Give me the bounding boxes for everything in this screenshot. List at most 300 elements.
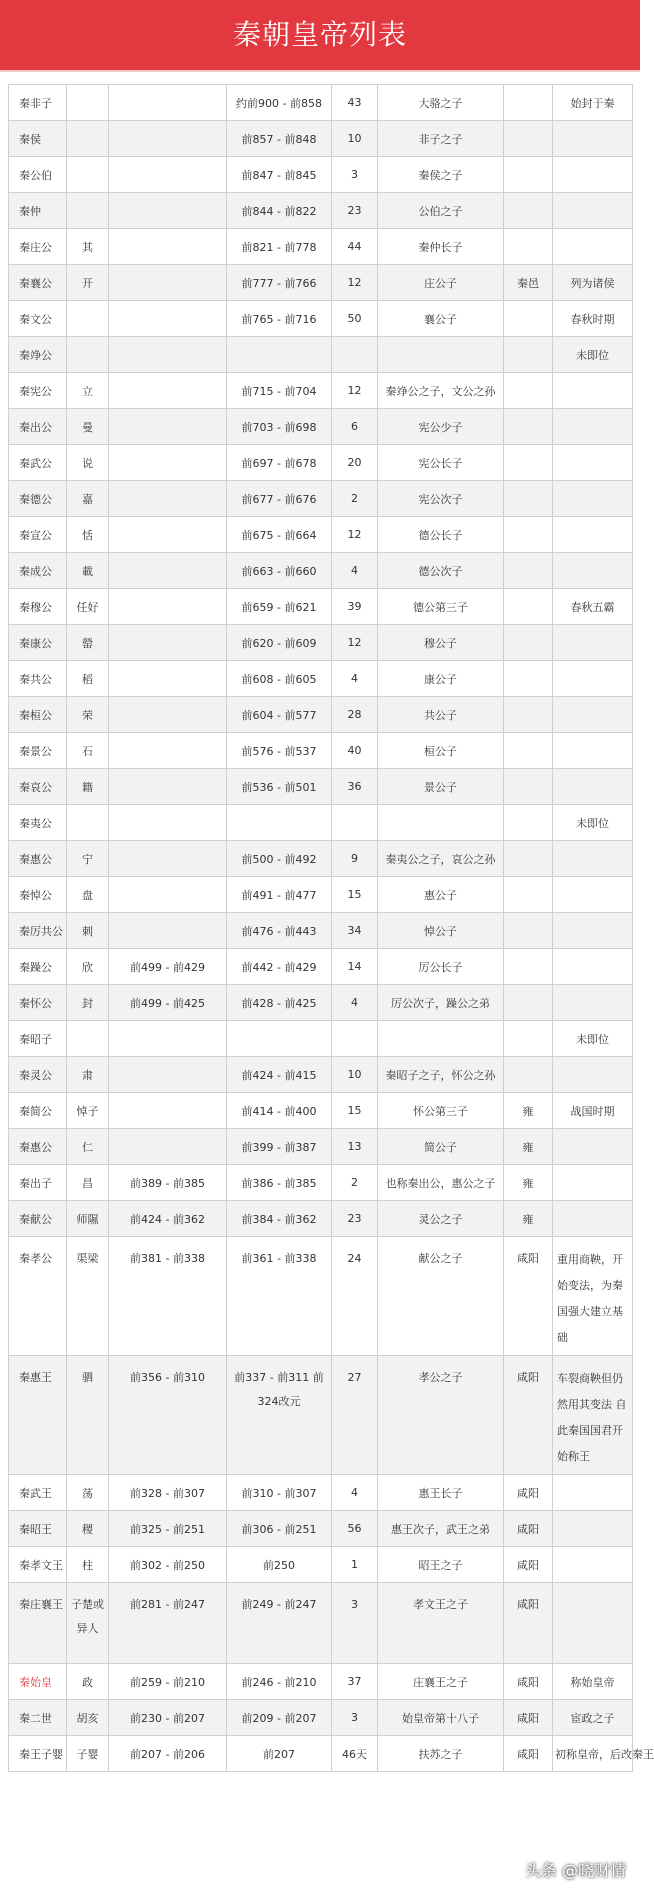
cell-reign-length: 3 [332, 157, 378, 193]
cell-ruler-name: 秦仲 [9, 193, 67, 229]
cell-reign-length: 3 [332, 1700, 378, 1736]
cell-capital [504, 445, 553, 481]
table-row [9, 1583, 633, 1664]
cell-ruler-name: 秦公伯 [9, 157, 67, 193]
cell-capital [504, 949, 553, 985]
cell-personal-name: 封 [67, 985, 109, 1021]
cell-life-span [109, 877, 227, 913]
cell-lineage: 惠公子 [378, 877, 504, 913]
cell-reign-years: 前677 - 前676 [227, 481, 332, 517]
cell-personal-name: 昌 [67, 1165, 109, 1201]
cell-reign-length: 39 [332, 589, 378, 625]
cell-life-span [109, 481, 227, 517]
cell-capital [504, 589, 553, 625]
cell-lineage: 公伯之子 [378, 193, 504, 229]
cell-reign-length: 12 [332, 517, 378, 553]
cell-remark: 战国时期 [553, 1093, 633, 1129]
emperor-table-container [8, 84, 654, 1772]
cell-life-span: 前389 - 前385 [109, 1165, 227, 1201]
cell-life-span: 前281 - 前247 [109, 1583, 227, 1664]
cell-reign-years: 前857 - 前848 [227, 121, 332, 157]
cell-capital [504, 1021, 553, 1057]
cell-reign-years: 前659 - 前621 [227, 589, 332, 625]
cell-personal-name: 肃 [67, 1057, 109, 1093]
cell-remark: 未即位 [553, 337, 633, 373]
cell-life-span [109, 553, 227, 589]
cell-personal-name: 说 [67, 445, 109, 481]
cell-capital [504, 157, 553, 193]
table-row [9, 913, 633, 949]
cell-life-span: 前499 - 前429 [109, 949, 227, 985]
cell-lineage: 庄襄王之子 [378, 1664, 504, 1700]
cell-reign-length: 24 [332, 1237, 378, 1356]
cell-reign-years: 前337 - 前311 前324改元 [227, 1356, 332, 1475]
table-row [9, 553, 633, 589]
cell-capital [504, 85, 553, 121]
cell-remark [553, 1057, 633, 1093]
cell-ruler-name: 秦悼公 [9, 877, 67, 913]
table-row [9, 625, 633, 661]
cell-personal-name: 載 [67, 553, 109, 589]
cell-ruler-name: 秦孝公 [9, 1237, 67, 1356]
table-row [9, 1736, 633, 1772]
cell-life-span [109, 661, 227, 697]
cell-reign-years: 约前900 - 前858 [227, 85, 332, 121]
cell-personal-name: 政 [67, 1664, 109, 1700]
cell-ruler-name: 秦献公 [9, 1201, 67, 1237]
cell-ruler-name: 秦始皇 [9, 1664, 67, 1700]
cell-reign-years: 前847 - 前845 [227, 157, 332, 193]
cell-reign-years: 前424 - 前415 [227, 1057, 332, 1093]
cell-personal-name [67, 1021, 109, 1057]
table-row [9, 121, 633, 157]
cell-capital: 咸阳 [504, 1511, 553, 1547]
cell-life-span [109, 697, 227, 733]
cell-life-span [109, 589, 227, 625]
cell-reign-years: 前663 - 前660 [227, 553, 332, 589]
cell-personal-name: 刺 [67, 913, 109, 949]
cell-remark: 始封于秦 [553, 85, 633, 121]
cell-life-span [109, 337, 227, 373]
table-row [9, 1093, 633, 1129]
cell-lineage: 德公长子 [378, 517, 504, 553]
cell-reign-length: 36 [332, 769, 378, 805]
cell-ruler-name: 秦宣公 [9, 517, 67, 553]
cell-personal-name: 欣 [67, 949, 109, 985]
cell-reign-years: 前384 - 前362 [227, 1201, 332, 1237]
cell-capital [504, 1057, 553, 1093]
cell-life-span: 前356 - 前310 [109, 1356, 227, 1475]
cell-personal-name: 师隰 [67, 1201, 109, 1237]
cell-remark [553, 409, 633, 445]
table-row [9, 1057, 633, 1093]
cell-life-span: 前424 - 前362 [109, 1201, 227, 1237]
cell-capital: 雍 [504, 1165, 553, 1201]
cell-life-span: 前207 - 前206 [109, 1736, 227, 1772]
cell-life-span [109, 157, 227, 193]
cell-personal-name: 盘 [67, 877, 109, 913]
table-row [9, 1356, 633, 1475]
cell-capital: 咸阳 [504, 1547, 553, 1583]
table-row [9, 769, 633, 805]
cell-personal-name: 仁 [67, 1129, 109, 1165]
cell-lineage: 共公子 [378, 697, 504, 733]
cell-remark [553, 1511, 633, 1547]
cell-lineage: 德公次子 [378, 553, 504, 589]
cell-life-span: 前230 - 前207 [109, 1700, 227, 1736]
cell-ruler-name: 秦二世 [9, 1700, 67, 1736]
cell-capital [504, 877, 553, 913]
cell-life-span [109, 769, 227, 805]
cell-reign-length: 4 [332, 553, 378, 589]
cell-lineage: 悼公子 [378, 913, 504, 949]
cell-remark: 未即位 [553, 1021, 633, 1057]
cell-capital: 咸阳 [504, 1736, 553, 1772]
cell-life-span [109, 373, 227, 409]
cell-personal-name: 子婴 [67, 1736, 109, 1772]
cell-reign-years: 前246 - 前210 [227, 1664, 332, 1700]
cell-capital [504, 229, 553, 265]
cell-lineage: 献公之子 [378, 1237, 504, 1356]
cell-reign-length: 12 [332, 625, 378, 661]
cell-capital: 雍 [504, 1093, 553, 1129]
table-row [9, 337, 633, 373]
cell-reign-length: 4 [332, 985, 378, 1021]
cell-personal-name: 子楚或异人 [67, 1583, 109, 1664]
cell-life-span: 前328 - 前307 [109, 1475, 227, 1511]
cell-ruler-name: 秦宪公 [9, 373, 67, 409]
cell-personal-name: 胡亥 [67, 1700, 109, 1736]
cell-lineage: 惠王长子 [378, 1475, 504, 1511]
cell-reign-years: 前765 - 前716 [227, 301, 332, 337]
cell-life-span [109, 445, 227, 481]
table-row [9, 1700, 633, 1736]
cell-reign-length: 4 [332, 1475, 378, 1511]
cell-capital [504, 373, 553, 409]
cell-ruler-name: 秦襄公 [9, 265, 67, 301]
cell-lineage: 扶苏之子 [378, 1736, 504, 1772]
table-row [9, 517, 633, 553]
cell-capital [504, 661, 553, 697]
cell-lineage: 襄公子 [378, 301, 504, 337]
table-row [9, 1511, 633, 1547]
cell-personal-name [67, 157, 109, 193]
cell-lineage: 大骆之子 [378, 85, 504, 121]
cell-personal-name [67, 337, 109, 373]
cell-lineage [378, 337, 504, 373]
table-row [9, 409, 633, 445]
cell-capital: 咸阳 [504, 1237, 553, 1356]
cell-lineage: 孝文王之子 [378, 1583, 504, 1664]
cell-life-span: 前381 - 前338 [109, 1237, 227, 1356]
cell-ruler-name: 秦躁公 [9, 949, 67, 985]
cell-personal-name: 恬 [67, 517, 109, 553]
table-row [9, 481, 633, 517]
cell-lineage: 秦侯之子 [378, 157, 504, 193]
cell-reign-length [332, 805, 378, 841]
cell-capital: 咸阳 [504, 1700, 553, 1736]
cell-remark [553, 877, 633, 913]
cell-remark [553, 481, 633, 517]
cell-lineage: 简公子 [378, 1129, 504, 1165]
cell-remark: 宦政之子 [553, 1700, 633, 1736]
cell-capital [504, 121, 553, 157]
cell-reign-years: 前675 - 前664 [227, 517, 332, 553]
cell-capital: 雍 [504, 1201, 553, 1237]
cell-life-span [109, 229, 227, 265]
cell-lineage: 宪公长子 [378, 445, 504, 481]
cell-life-span: 前259 - 前210 [109, 1664, 227, 1700]
cell-reign-years: 前310 - 前307 [227, 1475, 332, 1511]
watermark: 头条 @晓财情 [524, 1861, 626, 1880]
cell-life-span [109, 625, 227, 661]
cell-life-span [109, 265, 227, 301]
cell-reign-length: 10 [332, 121, 378, 157]
cell-remark [553, 1201, 633, 1237]
cell-reign-length: 23 [332, 193, 378, 229]
cell-reign-length: 14 [332, 949, 378, 985]
table-row [9, 373, 633, 409]
cell-ruler-name: 秦文公 [9, 301, 67, 337]
cell-capital: 咸阳 [504, 1583, 553, 1664]
cell-personal-name: 柱 [67, 1547, 109, 1583]
table-row [9, 733, 633, 769]
cell-reign-years: 前697 - 前678 [227, 445, 332, 481]
table-row [9, 1201, 633, 1237]
cell-capital [504, 733, 553, 769]
cell-capital [504, 337, 553, 373]
cell-ruler-name: 秦景公 [9, 733, 67, 769]
table-row [9, 1165, 633, 1201]
cell-reign-years: 前536 - 前501 [227, 769, 332, 805]
cell-life-span [109, 121, 227, 157]
emperor-table-body [9, 85, 654, 1772]
table-row [9, 985, 633, 1021]
cell-life-span [109, 733, 227, 769]
cell-reign-years: 前209 - 前207 [227, 1700, 332, 1736]
table-row [9, 229, 633, 265]
cell-reign-years: 前576 - 前537 [227, 733, 332, 769]
cell-ruler-name: 秦惠王 [9, 1356, 67, 1475]
cell-capital: 咸阳 [504, 1475, 553, 1511]
cell-personal-name: 其 [67, 229, 109, 265]
cell-reign-length: 37 [332, 1664, 378, 1700]
cell-reign-years [227, 1021, 332, 1057]
cell-reign-years: 前386 - 前385 [227, 1165, 332, 1201]
cell-remark [553, 517, 633, 553]
cell-reign-years: 前777 - 前766 [227, 265, 332, 301]
cell-reign-length: 20 [332, 445, 378, 481]
cell-reign-years: 前399 - 前387 [227, 1129, 332, 1165]
cell-remark [553, 841, 633, 877]
cell-lineage: 宪公次子 [378, 481, 504, 517]
cell-life-span [109, 409, 227, 445]
cell-life-span [109, 85, 227, 121]
cell-reign-length: 10 [332, 1057, 378, 1093]
cell-reign-length: 2 [332, 481, 378, 517]
cell-reign-years: 前442 - 前429 [227, 949, 332, 985]
cell-remark [553, 229, 633, 265]
cell-reign-length [332, 337, 378, 373]
cell-remark [553, 1547, 633, 1583]
cell-capital [504, 805, 553, 841]
cell-reign-length: 28 [332, 697, 378, 733]
cell-lineage: 康公子 [378, 661, 504, 697]
cell-remark [553, 661, 633, 697]
cell-life-span: 前302 - 前250 [109, 1547, 227, 1583]
table-row [9, 1547, 633, 1583]
cell-personal-name: 立 [67, 373, 109, 409]
cell-lineage: 秦昭子之子，怀公之孙 [378, 1057, 504, 1093]
cell-reign-length: 23 [332, 1201, 378, 1237]
cell-reign-years: 前491 - 前477 [227, 877, 332, 913]
cell-reign-years: 前249 - 前247 [227, 1583, 332, 1664]
cell-reign-length: 6 [332, 409, 378, 445]
table-row [9, 85, 633, 121]
cell-remark [553, 1475, 633, 1511]
cell-remark [553, 913, 633, 949]
cell-lineage: 宪公少子 [378, 409, 504, 445]
cell-remark [553, 625, 633, 661]
cell-life-span [109, 517, 227, 553]
cell-reign-years: 前428 - 前425 [227, 985, 332, 1021]
cell-capital: 雍 [504, 1129, 553, 1165]
cell-reign-length: 1 [332, 1547, 378, 1583]
cell-capital [504, 697, 553, 733]
cell-capital: 咸阳 [504, 1356, 553, 1475]
cell-lineage: 非子之子 [378, 121, 504, 157]
cell-reign-years: 前250 [227, 1547, 332, 1583]
cell-personal-name [67, 301, 109, 337]
cell-ruler-name: 秦灵公 [9, 1057, 67, 1093]
cell-remark [553, 1129, 633, 1165]
cell-capital [504, 769, 553, 805]
table-row [9, 841, 633, 877]
cell-personal-name: 嘉 [67, 481, 109, 517]
cell-life-span [109, 1093, 227, 1129]
table-row [9, 661, 633, 697]
cell-capital [504, 193, 553, 229]
cell-remark [553, 445, 633, 481]
cell-ruler-name: 秦庄襄王 [9, 1583, 67, 1664]
cell-life-span [109, 301, 227, 337]
cell-lineage: 灵公之子 [378, 1201, 504, 1237]
table-row [9, 445, 633, 481]
cell-lineage: 厉公长子 [378, 949, 504, 985]
cell-remark [553, 553, 633, 589]
cell-ruler-name: 秦怀公 [9, 985, 67, 1021]
cell-lineage: 昭王之子 [378, 1547, 504, 1583]
cell-ruler-name: 秦桓公 [9, 697, 67, 733]
cell-ruler-name: 秦武公 [9, 445, 67, 481]
cell-reign-years: 前414 - 前400 [227, 1093, 332, 1129]
cell-personal-name: 宁 [67, 841, 109, 877]
cell-lineage: 怀公第三子 [378, 1093, 504, 1129]
cell-lineage: 孝公之子 [378, 1356, 504, 1475]
cell-life-span [109, 913, 227, 949]
cell-remark: 重用商鞅，开始变法，为秦国强大建立基础 [553, 1237, 633, 1356]
cell-reign-years: 前604 - 前577 [227, 697, 332, 733]
cell-lineage: 景公子 [378, 769, 504, 805]
cell-reign-length: 27 [332, 1356, 378, 1475]
cell-capital [504, 301, 553, 337]
cell-personal-name: 石 [67, 733, 109, 769]
cell-capital [504, 409, 553, 445]
cell-personal-name: 罃 [67, 625, 109, 661]
cell-ruler-name: 秦侯 [9, 121, 67, 157]
table-row [9, 1664, 633, 1700]
cell-life-span [109, 1021, 227, 1057]
cell-personal-name: 悼子 [67, 1093, 109, 1129]
cell-reign-years: 前715 - 前704 [227, 373, 332, 409]
cell-ruler-name: 秦孝文王 [9, 1547, 67, 1583]
cell-capital [504, 625, 553, 661]
cell-personal-name: 驷 [67, 1356, 109, 1475]
cell-capital [504, 841, 553, 877]
cell-reign-length [332, 1021, 378, 1057]
cell-lineage: 也称秦出公，惠公之子 [378, 1165, 504, 1201]
cell-ruler-name: 秦夷公 [9, 805, 67, 841]
cell-reign-length: 44 [332, 229, 378, 265]
cell-reign-length: 2 [332, 1165, 378, 1201]
cell-capital: 咸阳 [504, 1664, 553, 1700]
cell-remark [553, 157, 633, 193]
cell-personal-name [67, 85, 109, 121]
cell-reign-years [227, 805, 332, 841]
cell-ruler-name: 秦昭子 [9, 1021, 67, 1057]
cell-lineage: 穆公子 [378, 625, 504, 661]
cell-remark: 春秋五霸 [553, 589, 633, 625]
cell-reign-years: 前207 [227, 1736, 332, 1772]
cell-reign-years [227, 337, 332, 373]
cell-life-span: 前499 - 前425 [109, 985, 227, 1021]
cell-lineage [378, 805, 504, 841]
cell-reign-years: 前361 - 前338 [227, 1237, 332, 1356]
table-row [9, 697, 633, 733]
cell-reign-years: 前306 - 前251 [227, 1511, 332, 1547]
cell-reign-length: 43 [332, 85, 378, 121]
cell-ruler-name: 秦康公 [9, 625, 67, 661]
table-row [9, 805, 633, 841]
cell-reign-years: 前620 - 前609 [227, 625, 332, 661]
cell-remark [553, 121, 633, 157]
cell-reign-length: 12 [332, 265, 378, 301]
cell-capital [504, 481, 553, 517]
cell-remark [553, 1583, 633, 1664]
cell-remark [553, 373, 633, 409]
cell-reign-length: 15 [332, 1093, 378, 1129]
cell-reign-length: 34 [332, 913, 378, 949]
cell-ruler-name: 秦德公 [9, 481, 67, 517]
cell-reign-length: 13 [332, 1129, 378, 1165]
cell-capital [504, 553, 553, 589]
cell-ruler-name: 秦庄公 [9, 229, 67, 265]
cell-life-span [109, 1129, 227, 1165]
cell-personal-name: 开 [67, 265, 109, 301]
cell-ruler-name: 秦出子 [9, 1165, 67, 1201]
cell-lineage: 庄公子 [378, 265, 504, 301]
cell-life-span [109, 805, 227, 841]
emperor-table [8, 84, 654, 1772]
cell-ruler-name: 秦厉共公 [9, 913, 67, 949]
cell-ruler-name: 秦竫公 [9, 337, 67, 373]
cell-remark: 初称皇帝，后改秦王 [553, 1736, 633, 1772]
cell-personal-name: 稻 [67, 661, 109, 697]
cell-capital [504, 985, 553, 1021]
table-row [9, 949, 633, 985]
cell-lineage: 秦仲长子 [378, 229, 504, 265]
cell-lineage: 秦竫公之子，文公之孙 [378, 373, 504, 409]
